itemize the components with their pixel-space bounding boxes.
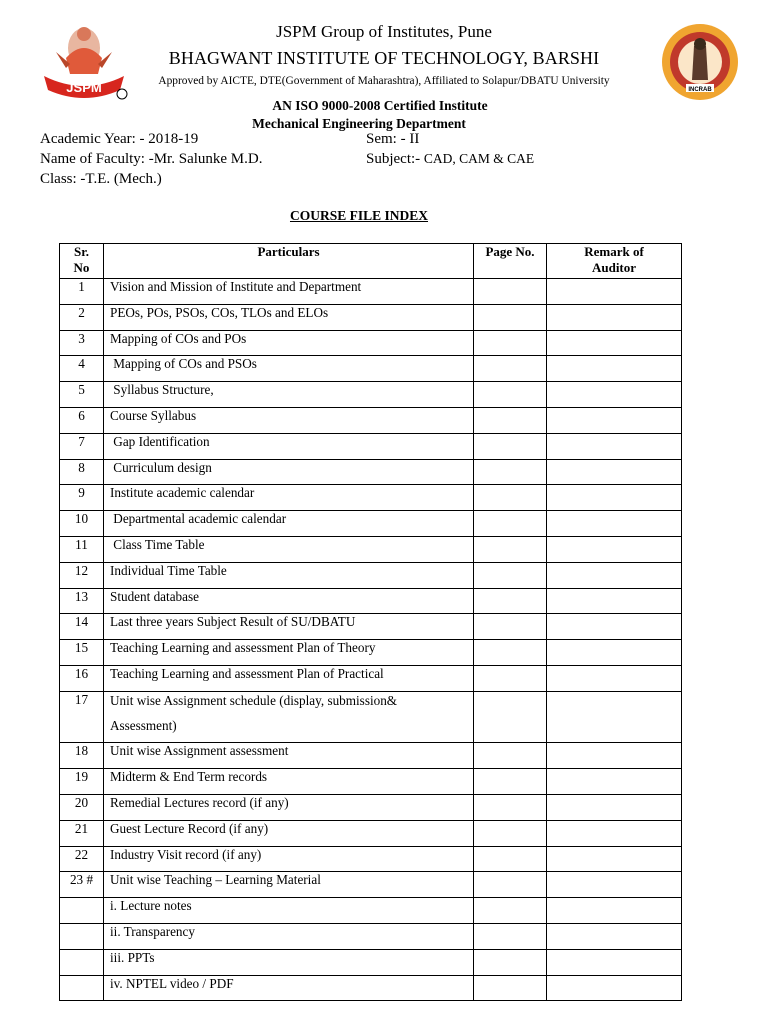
row-sr-no bbox=[60, 975, 104, 1001]
row-sr-no: 21 bbox=[60, 820, 104, 846]
table-row bbox=[60, 949, 682, 975]
row-particulars bbox=[104, 407, 474, 433]
row-remark bbox=[547, 820, 682, 846]
row-remark bbox=[547, 846, 682, 872]
row-remark bbox=[547, 511, 682, 537]
row-sr-no: 15 bbox=[60, 640, 104, 666]
header-sr-label: Sr. bbox=[73, 244, 90, 259]
row-sr-no bbox=[60, 949, 104, 975]
row-particulars bbox=[104, 485, 474, 511]
row-particulars-text: iii. PPTs bbox=[110, 949, 155, 965]
row-particulars bbox=[104, 949, 474, 975]
row-page-no bbox=[474, 975, 547, 1001]
row-particulars bbox=[104, 356, 474, 382]
table-row bbox=[60, 433, 682, 459]
row-page-no bbox=[474, 949, 547, 975]
row-particulars-text: Unit wise Teaching – Learning Material bbox=[110, 872, 321, 888]
row-remark bbox=[547, 304, 682, 330]
row-particulars bbox=[104, 588, 474, 614]
row-particulars bbox=[104, 511, 474, 537]
approval-line: Approved by AICTE, DTE(Government of Maharashtra), Affiliated to Solapur/DBATU University bbox=[158, 75, 610, 87]
row-remark bbox=[547, 769, 682, 795]
faculty-name: Name of Faculty: -Mr. Salunke M.D. bbox=[40, 151, 263, 167]
table-row bbox=[60, 898, 682, 924]
row-sr-no: 19 bbox=[60, 769, 104, 795]
row-sr-no: 16 bbox=[60, 665, 104, 691]
row-sr-no: 4 bbox=[60, 356, 104, 382]
row-particulars-text: PEOs, POs, PSOs, COs, TLOs and ELOs bbox=[110, 304, 329, 320]
row-particulars bbox=[104, 382, 474, 408]
row-particulars-line: Assessment) bbox=[110, 717, 177, 733]
row-remark bbox=[547, 536, 682, 562]
row-particulars bbox=[104, 330, 474, 356]
table-row bbox=[60, 511, 682, 537]
row-particulars bbox=[104, 846, 474, 872]
institute-name: BHAGWANT INSTITUTE OF TECHNOLOGY, BARSHI bbox=[168, 48, 600, 68]
table-row bbox=[60, 846, 682, 872]
row-particulars bbox=[104, 923, 474, 949]
row-page-no bbox=[474, 872, 547, 898]
row-particulars bbox=[104, 872, 474, 898]
table-row bbox=[60, 382, 682, 408]
row-particulars bbox=[104, 640, 474, 666]
row-sr-no bbox=[60, 898, 104, 924]
row-sr-no: 17 bbox=[60, 691, 104, 743]
table-row bbox=[60, 459, 682, 485]
row-remark bbox=[547, 382, 682, 408]
table-row bbox=[60, 769, 682, 795]
row-sr-no: 3 bbox=[60, 330, 104, 356]
row-remark bbox=[547, 665, 682, 691]
row-page-no bbox=[474, 330, 547, 356]
semester: Sem: - II bbox=[366, 131, 420, 147]
row-remark bbox=[547, 459, 682, 485]
row-particulars-text: Guest Lecture Record (if any) bbox=[110, 820, 269, 836]
row-particulars-text: Teaching Learning and assessment Plan of Theory bbox=[110, 640, 376, 656]
header-auditor-label: Auditor bbox=[591, 260, 637, 275]
row-particulars bbox=[104, 279, 474, 305]
row-sr-no: 8 bbox=[60, 459, 104, 485]
row-sr-no: 11 bbox=[60, 536, 104, 562]
row-page-no bbox=[474, 356, 547, 382]
row-remark bbox=[547, 975, 682, 1001]
row-particulars bbox=[104, 820, 474, 846]
row-particulars-text: Midterm & End Term records bbox=[110, 769, 268, 785]
class-name: Class: -T.E. (Mech.) bbox=[40, 171, 162, 187]
academic-year: Academic Year: - 2018-19 bbox=[40, 131, 199, 147]
row-particulars-text: Departmental academic calendar bbox=[110, 511, 287, 527]
table-row bbox=[60, 330, 682, 356]
iso-certification: AN ISO 9000-2008 Certified Institute bbox=[272, 98, 488, 113]
row-page-no bbox=[474, 588, 547, 614]
row-remark bbox=[547, 743, 682, 769]
row-remark bbox=[547, 356, 682, 382]
department-name: Mechanical Engineering Department bbox=[252, 116, 466, 131]
row-particulars-text: Teaching Learning and assessment Plan of Practical bbox=[110, 665, 384, 681]
row-particulars-text: Unit wise Assignment assessment bbox=[110, 743, 289, 759]
row-remark bbox=[547, 407, 682, 433]
row-remark bbox=[547, 562, 682, 588]
row-sr-no: 9 bbox=[60, 485, 104, 511]
row-particulars bbox=[104, 536, 474, 562]
row-page-no bbox=[474, 846, 547, 872]
row-remark bbox=[547, 485, 682, 511]
row-sr-no: 10 bbox=[60, 511, 104, 537]
row-particulars bbox=[104, 794, 474, 820]
row-remark bbox=[547, 949, 682, 975]
row-page-no bbox=[474, 407, 547, 433]
row-particulars-text: Remedial Lectures record (if any) bbox=[110, 794, 289, 810]
table-row bbox=[60, 820, 682, 846]
table-row bbox=[60, 743, 682, 769]
header-particulars: Particulars bbox=[104, 244, 474, 279]
row-remark bbox=[547, 923, 682, 949]
subject-prefix: Subject:- bbox=[366, 151, 424, 167]
row-remark bbox=[547, 691, 682, 743]
row-remark bbox=[547, 433, 682, 459]
row-sr-no bbox=[60, 923, 104, 949]
row-particulars bbox=[104, 769, 474, 795]
row-page-no bbox=[474, 536, 547, 562]
row-particulars-text: Individual Time Table bbox=[110, 562, 227, 578]
row-sr-no: 12 bbox=[60, 562, 104, 588]
row-particulars-text: Vision and Mission of Institute and Department bbox=[110, 279, 362, 294]
row-particulars bbox=[104, 304, 474, 330]
header-sr-no bbox=[60, 244, 104, 279]
table-row bbox=[60, 304, 682, 330]
table-row bbox=[60, 562, 682, 588]
table-row bbox=[60, 975, 682, 1001]
row-particulars-text: ii. Transparency bbox=[110, 923, 195, 939]
row-page-no bbox=[474, 382, 547, 408]
header-page-no: Page No. bbox=[474, 244, 547, 279]
row-particulars bbox=[104, 433, 474, 459]
row-particulars-line: Unit wise Assignment schedule (display, submission& bbox=[110, 692, 398, 708]
subject bbox=[366, 151, 534, 168]
table-row bbox=[60, 485, 682, 511]
row-particulars-text: Institute academic calendar bbox=[110, 485, 255, 501]
row-sr-no: 23 # bbox=[60, 872, 104, 898]
table-row bbox=[60, 640, 682, 666]
table-row bbox=[60, 356, 682, 382]
row-page-no bbox=[474, 485, 547, 511]
header-remark-label: Remark of bbox=[584, 244, 644, 259]
row-particulars-text: Mapping of COs and POs bbox=[110, 330, 247, 346]
row-page-no bbox=[474, 279, 547, 305]
row-remark bbox=[547, 330, 682, 356]
row-sr-no: 18 bbox=[60, 743, 104, 769]
row-page-no bbox=[474, 433, 547, 459]
row-page-no bbox=[474, 743, 547, 769]
row-sr-no: 14 bbox=[60, 614, 104, 640]
row-particulars-text: Student database bbox=[110, 588, 199, 604]
row-sr-no: 6 bbox=[60, 407, 104, 433]
row-particulars bbox=[104, 459, 474, 485]
subject-name: CAD, CAM & CAE bbox=[423, 151, 535, 166]
row-remark bbox=[547, 640, 682, 666]
row-particulars bbox=[104, 562, 474, 588]
row-particulars-text: iv. NPTEL video / PDF bbox=[110, 975, 234, 991]
row-particulars bbox=[104, 691, 474, 743]
row-particulars bbox=[104, 898, 474, 924]
row-particulars bbox=[104, 743, 474, 769]
row-sr-no: 2 bbox=[60, 304, 104, 330]
row-page-no bbox=[474, 459, 547, 485]
row-sr-no: 20 bbox=[60, 794, 104, 820]
course-file-index-table bbox=[59, 243, 682, 1001]
table-row bbox=[60, 691, 682, 743]
row-particulars-text: Course Syllabus bbox=[110, 407, 197, 423]
row-remark bbox=[547, 588, 682, 614]
row-particulars-text: Class Time Table bbox=[110, 536, 205, 552]
row-page-no bbox=[474, 665, 547, 691]
svg-text:INCRAB: INCRAB bbox=[688, 87, 712, 93]
table-row bbox=[60, 794, 682, 820]
row-page-no bbox=[474, 769, 547, 795]
row-page-no bbox=[474, 794, 547, 820]
row-sr-no: 7 bbox=[60, 433, 104, 459]
row-page-no bbox=[474, 820, 547, 846]
table-row bbox=[60, 536, 682, 562]
table-row bbox=[60, 872, 682, 898]
row-page-no bbox=[474, 614, 547, 640]
table-row bbox=[60, 279, 682, 305]
table-row bbox=[60, 588, 682, 614]
row-particulars-text: Industry Visit record (if any) bbox=[110, 846, 262, 862]
group-name: JSPM Group of Institutes, Pune bbox=[276, 22, 492, 41]
row-particulars-text: Gap Identification bbox=[110, 433, 210, 449]
row-page-no bbox=[474, 923, 547, 949]
row-particulars-text: Syllabus Structure, bbox=[110, 382, 214, 398]
row-page-no bbox=[474, 304, 547, 330]
row-sr-no: 22 bbox=[60, 846, 104, 872]
row-remark bbox=[547, 279, 682, 305]
row-page-no bbox=[474, 898, 547, 924]
table-row bbox=[60, 407, 682, 433]
row-sr-no: 5 bbox=[60, 382, 104, 408]
row-particulars-text: Last three years Subject Result of SU/DBATU bbox=[110, 614, 356, 630]
row-particulars-text: Curriculum design bbox=[110, 459, 212, 475]
svg-text:JSPM: JSPM bbox=[66, 80, 102, 95]
row-particulars-text: Mapping of COs and PSOs bbox=[110, 356, 257, 372]
row-sr-no: 13 bbox=[60, 588, 104, 614]
table-row bbox=[60, 923, 682, 949]
header-remark bbox=[547, 244, 682, 279]
row-particulars-text: i. Lecture notes bbox=[110, 898, 192, 914]
table-row bbox=[60, 614, 682, 640]
row-sr-no: 1 bbox=[60, 279, 104, 305]
row-page-no bbox=[474, 562, 547, 588]
row-remark bbox=[547, 794, 682, 820]
course-file-index-title: COURSE FILE INDEX bbox=[289, 208, 429, 223]
row-page-no bbox=[474, 511, 547, 537]
row-page-no bbox=[474, 691, 547, 743]
row-page-no bbox=[474, 640, 547, 666]
row-remark bbox=[547, 614, 682, 640]
header-no-label: No bbox=[73, 260, 90, 275]
row-remark bbox=[547, 872, 682, 898]
table-header-row bbox=[60, 244, 682, 279]
row-particulars bbox=[104, 614, 474, 640]
row-remark bbox=[547, 898, 682, 924]
row-particulars bbox=[104, 975, 474, 1001]
